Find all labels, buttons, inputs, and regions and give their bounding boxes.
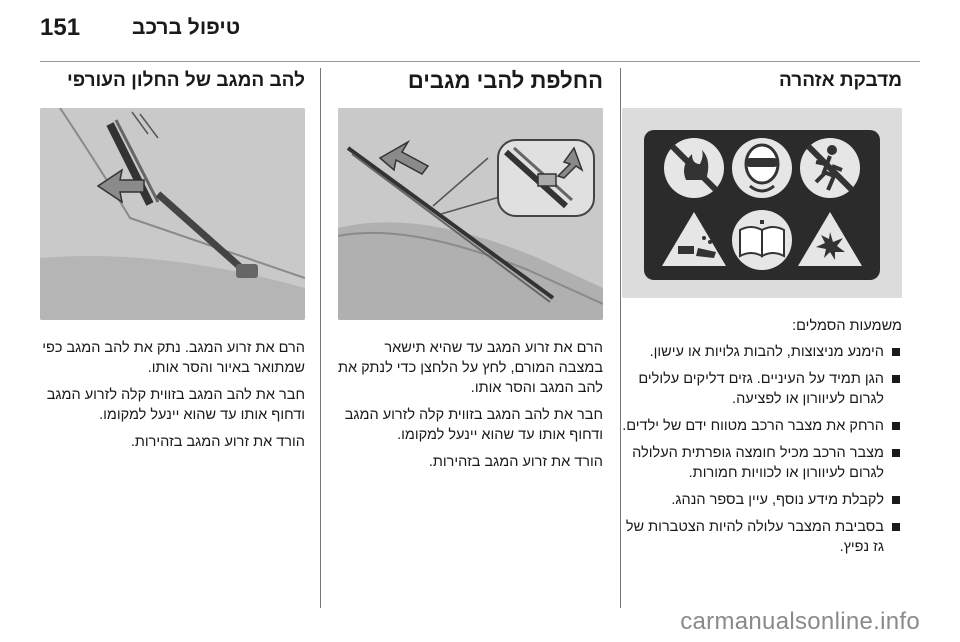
header-rule (40, 61, 920, 62)
read-manual-icon (732, 210, 792, 270)
no-fire-icon (664, 138, 724, 198)
bullet-item: הרחק את מצבר הרכב מטווח ידם של ילדים. (622, 416, 902, 436)
warning-label-title: מדבקת אזהרה (779, 70, 902, 91)
paragraph: הרם את זרוע המגב עד שהיא תישאר במצבה המורם, לחץ על הלחצן כדי לנתק את להב המגב והסר אותו. (338, 340, 603, 396)
rear-wiper-text (40, 338, 305, 452)
bullet-item: בסביבת המצבר עלולה להיות הצטברות של גז נפיץ. (622, 517, 902, 557)
rear-wiper-title: להב המגב של החלון העורפי (67, 70, 305, 91)
wiper-replacement-title: החלפת להבי מגבים (407, 68, 603, 93)
wiper-replacement-text (338, 338, 603, 472)
page-number: 151 (40, 14, 81, 41)
paragraph: חבר את להב המגב בזווית קלה לזרוע המגב ודחוף אותו עד שהוא יינעל למקומו. (46, 387, 305, 423)
wiper-replacement-figure (338, 108, 603, 320)
bullet-item: הגן תמיד על העיניים. גזים דליקים עלולים לגרום לעיוורון או לפציעה. (622, 369, 902, 409)
page-header (40, 14, 920, 44)
rear-wiper-figure (40, 108, 305, 320)
rear-wiper-illustration (40, 108, 305, 320)
keep-children-away-icon (800, 138, 860, 198)
warning-bullet-list (622, 342, 902, 557)
eye-protection-icon (732, 138, 792, 198)
section-title: טיפול ברכב (132, 16, 241, 39)
column-rear-wiper (40, 68, 305, 459)
bullet-item: מצבר הרכב מכיל חומצה גופרתית העלולה לגרום לעיוורון או לכוויות חמורות. (622, 443, 902, 483)
warning-label-text (622, 316, 902, 557)
paragraph: חבר את להב המגב בזווית קלה לזרוע המגב ודחוף אותו עד שהוא יינעל למקומו. (344, 407, 603, 443)
column-wiper-replacement (338, 68, 603, 479)
paragraph: הורד את זרוע המגב בזהירות. (130, 434, 305, 450)
paragraph: הורד את זרוע המגב בזהירות. (428, 454, 603, 470)
column-divider (620, 68, 621, 608)
column-divider (320, 68, 321, 608)
front-wiper-illustration (338, 108, 603, 320)
paragraph: הרם את זרוע המגב. נתק את להב המגב כפי שמתואר באיור והסר אותו. (42, 340, 305, 376)
warning-label-figure (622, 108, 902, 298)
column-warning-label (622, 68, 902, 564)
bullet-item: לקבלת מידע נוסף, עיין בספר הנהג. (622, 490, 902, 510)
warning-symbols-illustration (622, 108, 902, 298)
bullet-item: הימנע מניצוצות, להבות גלויות או עישון. (622, 342, 902, 362)
symbols-meaning-lead: משמעות הסמלים: (792, 318, 902, 334)
watermark: carmanualsonline.info (680, 608, 920, 635)
